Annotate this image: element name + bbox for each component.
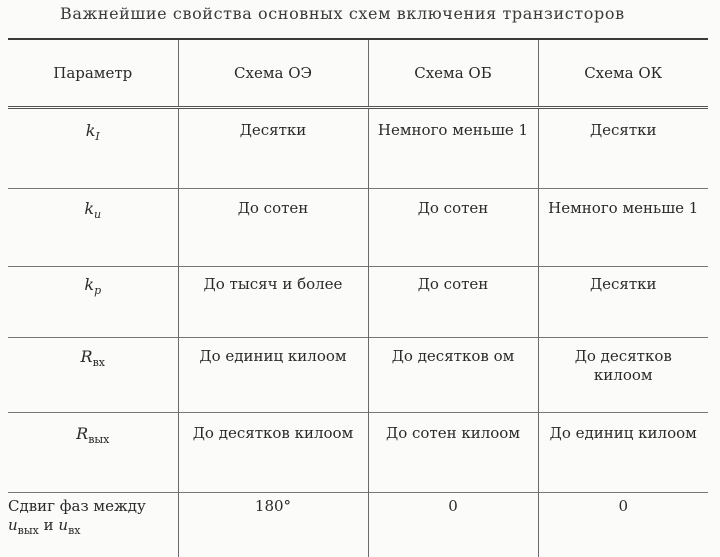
value-cell: До тысяч и более — [178, 267, 368, 338]
value-cell: Немного меньше 1 — [538, 189, 708, 267]
table-row — [8, 413, 708, 493]
value-cell: До десятков ом — [368, 338, 538, 413]
value-cell: До единиц килоом — [538, 413, 708, 493]
table-row — [8, 493, 708, 557]
column-header-cb: Схема ОБ — [368, 39, 538, 108]
param-cell: $R_{вх}$ — [8, 338, 178, 413]
column-header-parameter: Параметр — [8, 39, 178, 108]
transistor-properties-table — [8, 38, 708, 557]
param-cell: $R_{вых}$ — [8, 413, 178, 493]
value-cell: До сотен — [368, 189, 538, 267]
value-cell: До сотен — [178, 189, 368, 267]
table-title: Важнейшие свойства основных схем включения транзисторов — [60, 4, 700, 23]
value-cell: До десятков килоом — [178, 413, 368, 493]
value-cell: 0 — [368, 493, 538, 557]
value-cell: До сотен килоом — [368, 413, 538, 493]
value-cell: Десятки — [178, 108, 368, 189]
value-cell: 0 — [538, 493, 708, 557]
param-cell: $k_I$ — [8, 108, 178, 189]
value-cell: До сотен — [368, 267, 538, 338]
param-cell: $k_p$ — [8, 267, 178, 338]
param-cell: Сдвиг фаз между $u_{вых}$ и $u_{вх}$ — [8, 493, 178, 557]
value-cell: 180° — [178, 493, 368, 557]
value-cell: Немного меньше 1 — [368, 108, 538, 189]
table-row — [8, 108, 708, 189]
column-header-ce: Схема ОЭ — [178, 39, 368, 108]
table-row — [8, 189, 708, 267]
value-cell: До единиц килоом — [178, 338, 368, 413]
header-row — [8, 39, 708, 108]
param-cell: $k_u$ — [8, 189, 178, 267]
value-cell: До десятков килоом — [538, 338, 708, 413]
column-header-cc: Схема ОК — [538, 39, 708, 108]
value-cell: Десятки — [538, 108, 708, 189]
value-cell: Десятки — [538, 267, 708, 338]
table-row — [8, 267, 708, 338]
table-row — [8, 338, 708, 413]
